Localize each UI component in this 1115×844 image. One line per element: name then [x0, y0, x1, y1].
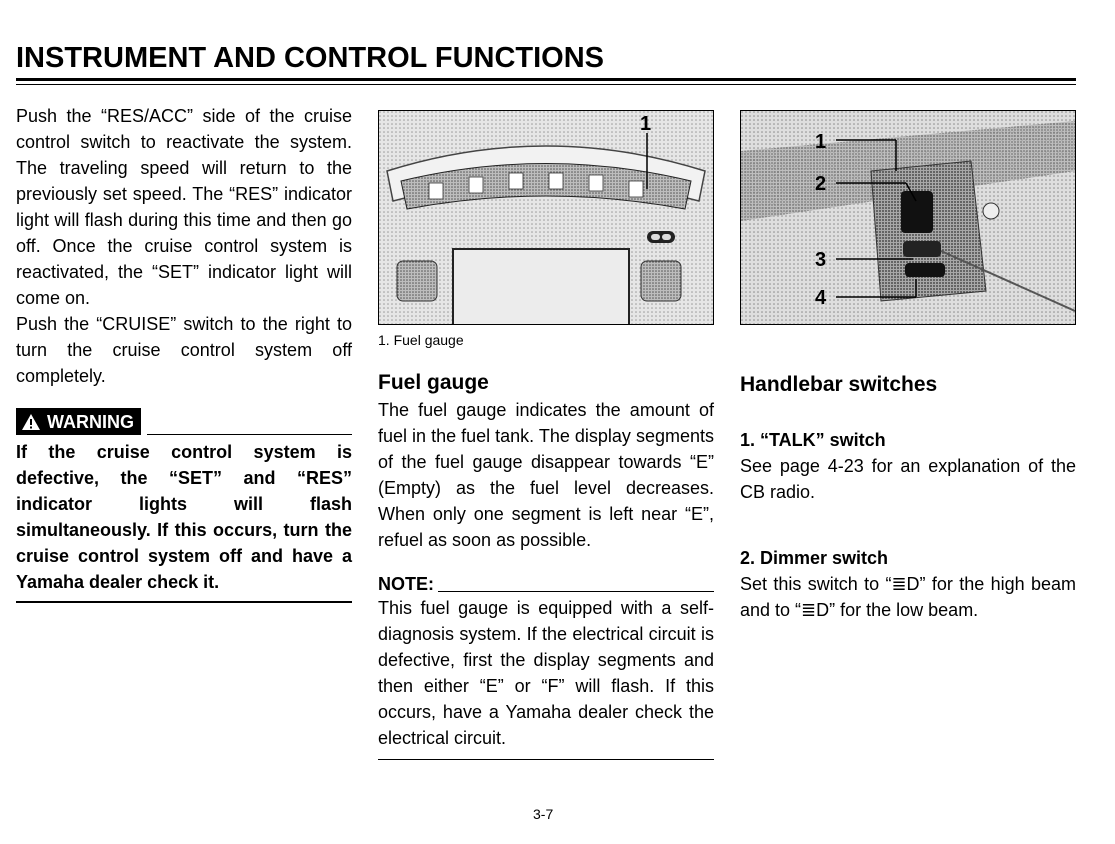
- talk-switch-text: See page 4-23 for an explanation of the CB radio.: [740, 456, 1076, 502]
- warning-box: [16, 408, 352, 603]
- warning-badge: [16, 408, 141, 435]
- fuel-gauge-figure: [378, 110, 714, 325]
- note-bottom-rule: [378, 759, 714, 760]
- instrument-panel-illustration: [379, 111, 713, 324]
- note-label: NOTE:: [378, 574, 434, 594]
- warning-triangle-icon: [21, 413, 41, 431]
- dimmer-switch-text: Set this switch to “≣D” for the high beam and to “≣D” for the low beam.: [740, 574, 1076, 620]
- cruise-paragraph-2: Push the “CRUISE” switch to the right to turn the cruise control system off completely.: [16, 314, 352, 386]
- note-header: [378, 573, 714, 595]
- figure-caption: 1. Fuel gauge: [378, 332, 464, 348]
- section-heading-fuel-gauge: Fuel gauge: [378, 371, 489, 394]
- fuel-gauge-body: The fuel gauge indicates the amount of fuel in the fuel tank. The display segments of the fuel gauge disappear towards “E” (Empty) as the fuel level decreases. When only one segment is left near “E”, refuel as soon as possible.: [378, 400, 714, 550]
- column-left: [16, 103, 352, 389]
- title-rule-thin: [16, 84, 1076, 85]
- warning-text: If the cruise control system is defective, the “SET” and “RES” indicator lights will flash simultaneously. If this occurs, turn the cruise control system off and have a Yamaha dealer check it.: [16, 442, 352, 592]
- handlebar-switch-illustration: [741, 111, 1075, 324]
- cruise-paragraph-1: Push the “RES/ACC” side of the cruise control switch to reactivate the system. The traveling speed will return to the previously set speed. The “RES” indicator light will flash during this time and then go off. Once the cruise control system is reactivated, the “SET” indicator light will come on.: [16, 106, 352, 308]
- title-rule-thick: [16, 78, 1076, 81]
- figure-callout-4: 4: [815, 287, 827, 309]
- warning-header: [16, 408, 352, 435]
- talk-switch-heading: 1. “TALK” switch: [740, 430, 886, 450]
- column-right: [740, 110, 1076, 623]
- note-header-rule: [438, 591, 714, 592]
- handlebar-switches-figure: [740, 110, 1076, 325]
- dimmer-switch-heading: 2. Dimmer switch: [740, 548, 889, 568]
- page-number: 3-7: [533, 806, 554, 822]
- column-middle: [378, 110, 714, 760]
- figure-callout-2: 2: [815, 173, 827, 195]
- figure-callout-3: 3: [815, 249, 827, 271]
- warning-header-rule: [147, 434, 352, 435]
- figure-callout-1: 1: [815, 131, 827, 153]
- section-heading-handlebar-switches: Handlebar switches: [740, 373, 938, 396]
- warning-bottom-rule: [16, 601, 352, 603]
- note-text: This fuel gauge is equipped with a self-diagnosis system. If the electrical circuit is defective, first the display segments and then either “E” or “F” will flash. If this occurs, have a Yamaha dealer check the electrical circuit.: [378, 598, 714, 748]
- page-title: INSTRUMENT AND CONTROL FUNCTIONS: [16, 42, 605, 74]
- figure-callout-1: 1: [640, 113, 652, 135]
- warning-label: WARNING: [47, 412, 134, 432]
